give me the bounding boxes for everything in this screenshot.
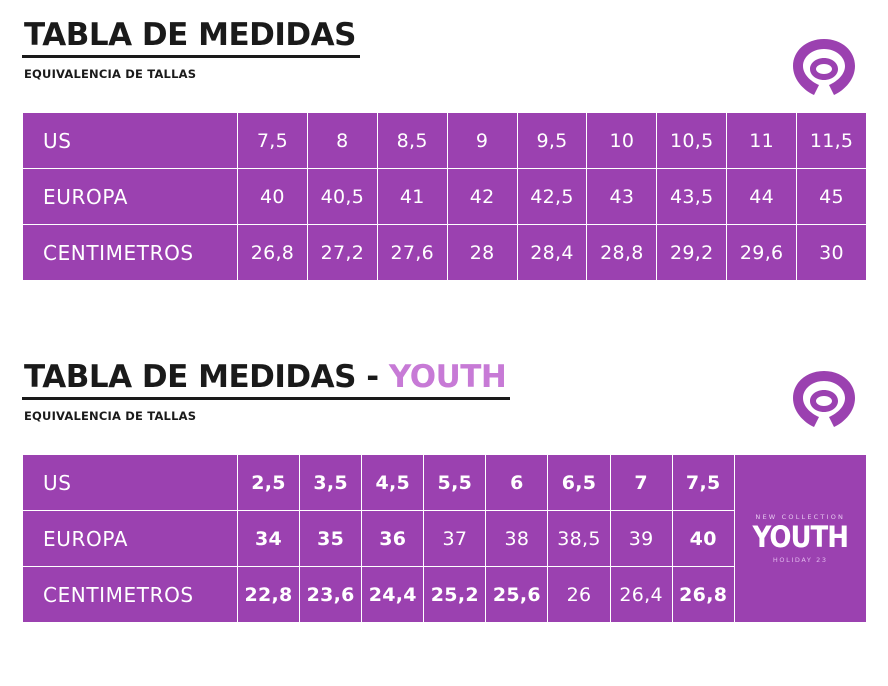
cell: 42 xyxy=(447,169,517,225)
cell: 39 xyxy=(610,511,672,567)
cell: 26,4 xyxy=(610,567,672,623)
cell: 35 xyxy=(300,511,362,567)
page-subtitle-adult: EQUIVALENCIA DE TALLAS xyxy=(24,67,197,81)
promo-top-line: NEW COLLECTION xyxy=(755,512,846,521)
cell: 7 xyxy=(610,455,672,511)
cell: 38,5 xyxy=(548,511,610,567)
cell: 5,5 xyxy=(424,455,486,511)
cell: 25,2 xyxy=(424,567,486,623)
cell: 10,5 xyxy=(657,113,727,169)
row-label-europa: EUROPA xyxy=(23,169,238,225)
cell: 25,6 xyxy=(486,567,548,623)
promo-bottom-line: HOLIDAY 23 xyxy=(772,556,828,564)
cell: 40 xyxy=(672,511,734,567)
size-table-wrap-adult xyxy=(0,112,888,281)
cell: 37 xyxy=(424,511,486,567)
cell: 29,6 xyxy=(727,225,797,281)
cell: 28,4 xyxy=(517,225,587,281)
size-chart-section-youth xyxy=(0,360,888,623)
table-row xyxy=(23,113,867,169)
section-header-youth xyxy=(0,360,888,446)
cell: 41 xyxy=(377,169,447,225)
cell: 43 xyxy=(587,169,657,225)
cell: 30 xyxy=(797,225,867,281)
cell: 9,5 xyxy=(517,113,587,169)
cell: 27,6 xyxy=(377,225,447,281)
size-table-youth xyxy=(22,454,867,623)
promo-badge xyxy=(734,455,866,623)
cell: 45 xyxy=(797,169,867,225)
cell: 44 xyxy=(727,169,797,225)
promo-main-line: YOUTH xyxy=(752,521,849,555)
cell: 28 xyxy=(447,225,517,281)
cell: 23,6 xyxy=(300,567,362,623)
cell: 2,5 xyxy=(238,455,300,511)
cell: 3,5 xyxy=(300,455,362,511)
cell: 38 xyxy=(486,511,548,567)
row-label-us: US xyxy=(23,113,238,169)
cell: 6 xyxy=(486,455,548,511)
cell: 27,2 xyxy=(307,225,377,281)
page-title-adult xyxy=(22,18,360,58)
cell: 6,5 xyxy=(548,455,610,511)
cell: 11 xyxy=(727,113,797,169)
cell: 11,5 xyxy=(797,113,867,169)
logo-mark-icon xyxy=(788,38,860,100)
cell: 29,2 xyxy=(657,225,727,281)
table-row xyxy=(23,455,867,511)
table-row xyxy=(23,225,867,281)
cell: 26,8 xyxy=(238,225,308,281)
cell: 22,8 xyxy=(238,567,300,623)
cell: 42,5 xyxy=(517,169,587,225)
cell: 34 xyxy=(238,511,300,567)
row-label-centimetros: CENTIMETROS xyxy=(23,567,238,623)
cell: 40 xyxy=(238,169,308,225)
cell: 7,5 xyxy=(672,455,734,511)
size-table-adult xyxy=(22,112,867,281)
row-label-us: US xyxy=(23,455,238,511)
cell: 24,4 xyxy=(362,567,424,623)
size-chart-section-adult xyxy=(0,18,888,281)
page-title-youth xyxy=(22,360,510,400)
page-title-adult-text: TABLA DE MEDIDAS xyxy=(24,17,356,53)
cell: 26 xyxy=(548,567,610,623)
cell: 43,5 xyxy=(657,169,727,225)
row-label-europa: EUROPA xyxy=(23,511,238,567)
cell: 4,5 xyxy=(362,455,424,511)
page-title-youth-text: TABLA DE MEDIDAS - xyxy=(24,359,389,395)
row-label-centimetros: CENTIMETROS xyxy=(23,225,238,281)
cell: 9 xyxy=(447,113,517,169)
page-title-youth-accent: YOUTH xyxy=(388,359,507,395)
cell: 8 xyxy=(307,113,377,169)
cell: 10 xyxy=(587,113,657,169)
section-header-adult xyxy=(0,18,888,104)
size-table-wrap-youth xyxy=(0,454,888,623)
cell: 26,8 xyxy=(672,567,734,623)
cell: 8,5 xyxy=(377,113,447,169)
page-subtitle-youth: EQUIVALENCIA DE TALLAS xyxy=(24,409,197,423)
cell: 7,5 xyxy=(238,113,308,169)
cell: 40,5 xyxy=(307,169,377,225)
table-row xyxy=(23,169,867,225)
logo-mark-icon xyxy=(788,370,860,432)
cell: 36 xyxy=(362,511,424,567)
cell: 28,8 xyxy=(587,225,657,281)
